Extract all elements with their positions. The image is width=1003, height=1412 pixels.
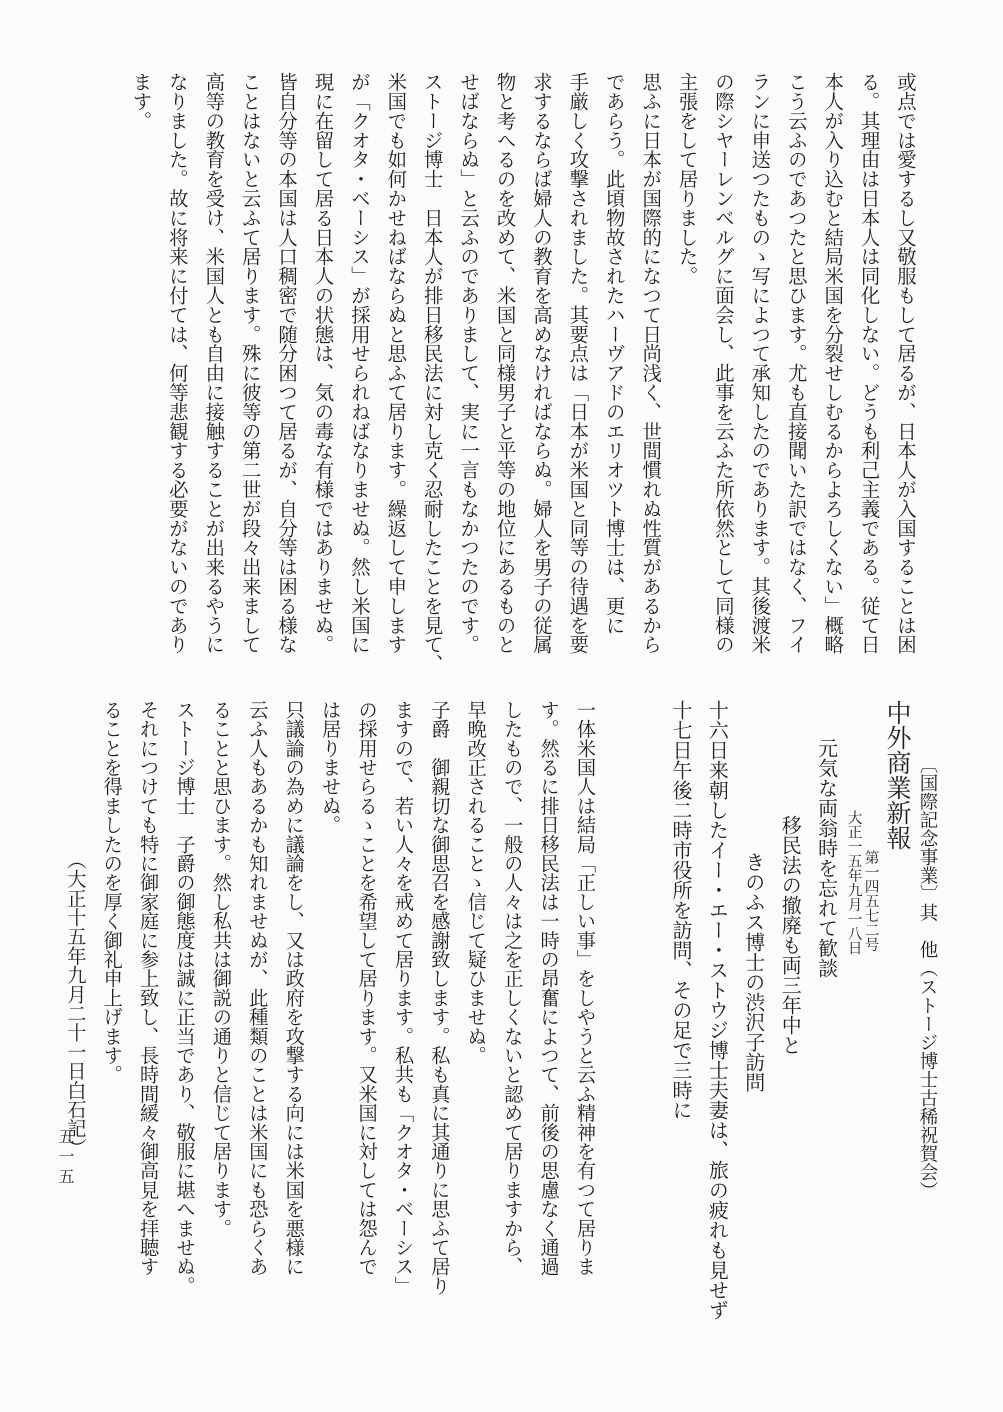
running-header-section: 其 他 [917,903,938,959]
text-line: それにつけても特に御家庭に参上致し、長時間緩々御高見を拝聴す [137,700,161,1276]
text-line: ますので、若い人々を戒めて居ります。私共も「クオタ・ベーシス」 [391,700,415,1296]
text-line: ます。 [129,72,153,131]
text-line: 皆自分等の本国は人口稠密で随分困つて居るが、自分等は困る様な [275,72,299,654]
text-line: る。其理由は日本人は同化しない。どうも利己主義である。従て日 [857,72,881,654]
headline-3: きのふス博士の渋沢子訪問 [741,852,766,1092]
text-line: せばならぬ」と云ふのでありまして、実に一言もなかつたのです。 [457,72,481,654]
text-line: 思ふに日本が国際的になつて日尚浅く、世間慣れぬ性質があるから [639,72,663,654]
page-number: 五一五 [56,1128,75,1188]
text-line: 或点では愛するし又敬服もして居るが、日本人が入国することは困 [894,72,917,654]
upper-text-block [83,72,923,674]
headline-2: 移民法の撤廃も両三年中と [778,815,803,1055]
text-line: ることと思ひます。然し私共は御説の通りと信じて居ります。 [209,700,233,1238]
text-line: 手厳しく攻撃されました。其要点は「日本が米国と同等の待遇を要 [566,72,590,654]
text-line: 本人が入り込むと結局米国を分裂せしむるからよろしくない」概略 [821,72,845,654]
text-line: 早晩改正されることゝ信じて疑ひませぬ。 [464,700,488,1065]
text-line: ストージ博士 子爵の御態度は誠に正当であり、敬服に堪へませぬ。 [173,700,197,1296]
text-line: 一体米国人は結局「正しい事」をしやうと云ふ精神を有つて居りま [574,700,597,1276]
text-line: 云ふ人もあるかも知れませぬが、此種類のことは米国にも恐らくあ [246,700,270,1276]
text-line: 求するならば婦人の教育を高めなければならぬ。婦人を男子の従属 [529,72,553,654]
newspaper-body-line: 十七日午後二時市役所を訪問、その足で三時に [668,700,693,1120]
text-line: 現に在留して居る日本人の状態は、気の毒な有様ではありませぬ。 [311,72,335,654]
text-line: 子爵 御親切な御思召を感謝致します。私も真に其通りに思ふて居り [428,700,452,1296]
text-line: こう云ふのであつたと思ひます。尤も直接聞いた訳ではなく、フイ [784,72,808,654]
text-line: 物と考へるのを改めて、米国と同様男子と平等の地位にあるものと [493,72,517,654]
text-line: 主張をして居りました。 [675,72,699,286]
newspaper-name: 中外商業新報 [883,700,912,850]
running-header [919,755,949,1355]
newspaper-date: 大正一五年九月一八日 [845,810,862,955]
newspaper-body-line: 十六日来朝したイー・エー・ストウジ博士夫妻は、旅の疲れも見せず [705,700,730,1320]
text-line: 只議論の為めに議論をし、又は政府を攻撃する向には米国を悪様に [282,700,306,1276]
running-header-category: 〔国際記念事業〕 [917,755,938,903]
text-line: 米国でも如何かせねばならぬと思ふて居ります。繰返して申します [384,72,408,654]
text-line: ストージ博士 日本人が排日移民法に対し克く忍耐したことを見て、 [420,72,444,674]
text-line: ランに申送つたものゝ写によつて承知したのであります。其後渡米 [748,72,772,654]
text-line: が「クオタ・ベーシス」が採用せられねばなりませぬ。然し米国に [347,72,371,654]
signature: （大正十五年九月二十一日白石記） [64,850,88,1158]
text-line: の際シヤーレンベルグに面会し、此事を云ふた所依然として同様の [711,72,735,654]
text-line: したもので、一般の人々は之を正しくないと認めて居りますから、 [501,700,525,1276]
text-line: ることを得ましたのを厚く御礼申上げます。 [100,700,124,1084]
newspaper-issue: 第一四五七二号 [862,850,879,952]
text-line: ことはないと云ふて居ります。殊に彼等の第二世が段々出来まして [238,72,262,654]
text-line: す。然るに排日移民法は一時の昂奮によつて、前後の思慮なく通過 [537,700,561,1276]
text-line: の採用せらるゝことを希望して居ります。又米国に対しては怨んで [355,700,379,1276]
text-line: 高等の教育を受け、米国人とも自由に接触することが出来るやうに [202,72,226,654]
newspaper-block [575,700,915,1320]
text-line: は居りませぬ。 [319,700,343,835]
running-header-subtitle: （ストージ博士古稀祝賀会） [917,958,938,1199]
text-line: なりました。故に将来に付ては、何等悲観する必要がないのであり [165,72,189,654]
headline-1: 元気な両翁時を忘れて歓談 [814,738,839,978]
text-line: であらう。此頃物故されたハーヴアドのエリオツト博士は、更に [602,72,626,635]
